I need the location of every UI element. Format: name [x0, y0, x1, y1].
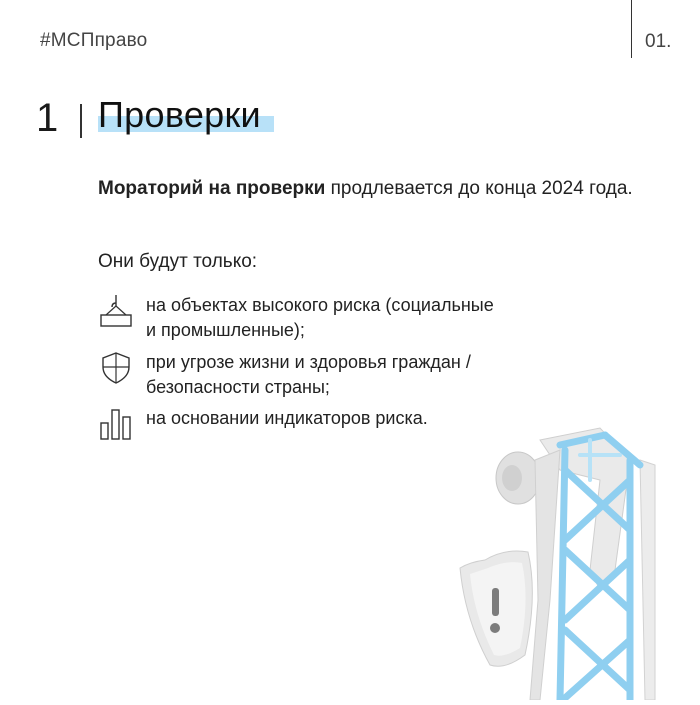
hashtag: #МСПправо — [40, 30, 148, 51]
list-item-text: на объектах высокого риска (социальные и промышленные); — [146, 295, 494, 340]
section-divider — [80, 104, 82, 138]
intro-rest: продлевается до конца 2024 года. — [325, 178, 633, 199]
list-item — [98, 350, 471, 400]
warning-shield-icon — [460, 551, 532, 666]
list-item-text: на основании индикаторов риска. — [146, 408, 428, 428]
list-item — [98, 293, 494, 343]
section-title-block — [98, 94, 261, 136]
bar-chart-icon — [98, 406, 136, 446]
list-item — [98, 406, 428, 446]
header-divider — [631, 0, 632, 58]
crane-hook-icon — [98, 293, 136, 333]
section-title: Проверки — [98, 94, 261, 135]
page-number: 01. — [645, 31, 672, 52]
intro-paragraph — [98, 175, 658, 202]
shield-cross-icon — [98, 350, 136, 390]
tower-illustration — [440, 420, 700, 700]
intro-bold: Мораторий на проверки — [98, 178, 326, 199]
section-number: 1 — [36, 96, 59, 140]
list-item-text: при угрозе жизни и здоровья граждан / безопасности страны; — [146, 352, 471, 397]
only-label: Они будут только: — [98, 251, 258, 272]
